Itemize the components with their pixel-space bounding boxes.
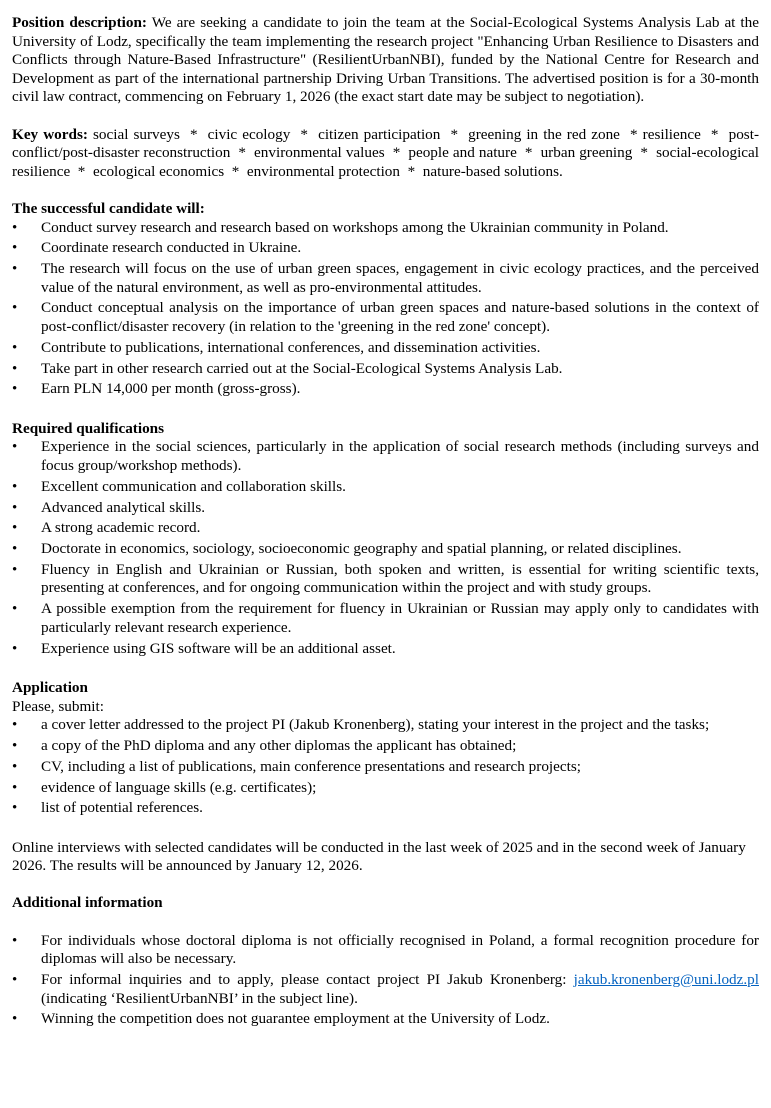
list-item — [12, 438, 759, 475]
additional-heading: Additional information — [12, 894, 163, 912]
bullet-icon: • — [12, 499, 18, 516]
list-item: • Winning the competition does not guarantee employment at the University of Lodz. — [12, 1010, 550, 1028]
bullet-icon: • — [12, 300, 18, 317]
list-item-text: list of potential references. — [41, 799, 203, 817]
bullet-icon: • — [12, 219, 18, 236]
bullet-icon: • — [12, 561, 18, 578]
list-item — [12, 716, 759, 735]
list-item — [12, 260, 759, 297]
bullet-icon: • — [12, 717, 18, 734]
bullet-icon: • — [12, 240, 18, 257]
list-item-text: Coordinate research conducted in Ukraine. — [41, 239, 302, 257]
list-item — [12, 239, 759, 258]
bullet-icon: • — [12, 1011, 18, 1028]
list-item-text: a copy of the PhD diploma and any other diplomas the applicant has obtained; — [41, 736, 517, 754]
list-item-text: Conduct survey research and research based on workshops among the Ukrainian community in Poland. — [41, 218, 669, 236]
list-item-text: Advanced analytical skills. — [41, 498, 206, 516]
list-item — [12, 600, 759, 637]
candidate-list — [12, 219, 759, 399]
list-item-text: Earn PLN 14,000 per month (gross-gross). — [41, 380, 301, 398]
additional-list — [12, 932, 759, 1029]
list-item — [12, 540, 759, 559]
bullet-icon: • — [12, 261, 18, 278]
list-item — [12, 478, 759, 497]
list-item-text: Doctorate in economics, sociology, socioeconomic geography and spatial planning, or related disciplines. — [41, 540, 682, 558]
bullet-icon: • — [12, 972, 18, 989]
bullet-icon: • — [12, 360, 18, 377]
list-item-text: The research will focus on the use of urban green spaces, engagement in civic ecology practices, and the perceived value of the natural environment, as well as pro-environmental attitudes. — [41, 260, 759, 296]
list-item — [12, 561, 759, 598]
list-item — [12, 640, 759, 659]
list-item-text: Experience in the social sciences, particularly in the application of social research methods (including surveys and focus group/workshop methods). — [41, 438, 759, 474]
list-item-text: A strong academic record. — [41, 519, 201, 537]
bullet-icon: • — [12, 779, 18, 796]
list-item — [12, 219, 759, 238]
list-item — [12, 339, 759, 358]
bullet-icon: • — [12, 737, 18, 754]
list-item — [12, 779, 759, 798]
list-item — [12, 758, 759, 777]
key-words-text: social surveys * civic ecology * citizen participation * greening in the red zone * resilience * post-conflict/post-disaster reconstruction * environmental values * people and nature * urban greening * social-ecological resilience * ecological economics * environmental protection * nature-based solutions. — [12, 125, 763, 180]
bullet-icon: • — [12, 932, 18, 949]
list-item — [12, 799, 759, 818]
bullet-icon: • — [12, 381, 18, 398]
key-words — [12, 125, 763, 182]
application-heading: Application — [12, 679, 88, 696]
list-item-text: CV, including a list of publications, main conference presentations and research projects; — [41, 757, 581, 775]
list-item-text: Fluency in English and Ukrainian or Russian, both spoken and written, is essential for writing scientific texts, presenting at conferences, and for ongoing communication within the project and with study groups. — [41, 560, 759, 597]
bullet-icon: • — [12, 339, 18, 356]
list-item-text: Excellent communication and collaboration skills. — [41, 477, 346, 495]
interviews-text: Online interviews with selected candidates will be conducted in the last week of 2025 and in the second week of January 2026. The results will be announced by January 12, 2026. — [12, 838, 746, 875]
bullet-icon: • — [12, 640, 18, 657]
bullet-icon: • — [12, 758, 18, 775]
bullet-icon: • — [12, 439, 18, 456]
application-intro: Please, submit: — [12, 697, 104, 715]
position-label: Position description: — [12, 14, 147, 31]
list-item-text: Take part in other research carried out at the Social-Ecological Systems Analysis Lab. — [41, 359, 563, 377]
bullet-icon: • — [12, 601, 18, 618]
list-item-text: evidence of language skills (e.g. certificates); — [41, 778, 317, 796]
list-item-text: Contribute to publications, international conferences, and dissemination activities. — [41, 338, 541, 356]
bullet-icon: • — [12, 520, 18, 537]
position-text: We are seeking a candidate to join the team at the Social-Ecological Systems Analysis Lab at the University of Lodz, specifically the team implementing the research project "Enhancing Urban Resilience to Disasters and Conflicts through Nature-Based Infrastructure" (ResilientUrbanNBI), funded by the National Centre for Research and Development as part of the international partnership Driving Urban Transitions. The advertised position is for a 30-month civil law contract, commencing on February 1, 2026 (the exact start date may be subject to negotiation). — [12, 14, 759, 106]
list-item — [12, 737, 759, 756]
list-item-text: Conduct conceptual analysis on the importance of urban green spaces and nature-based solutions in the context of post-conflict/disaster recovery (in relation to the 'greening in the red zone' concept). — [41, 299, 759, 336]
candidate-heading: The successful candidate will: — [12, 199, 205, 217]
list-item: • For individuals whose doctoral diploma is not officially recognised in Poland, a formal recognition procedure for diplomas will also be necessary. — [12, 931, 759, 968]
bullet-icon: • — [12, 478, 18, 495]
application-list — [12, 716, 759, 818]
qualifications-heading: Required qualifications — [12, 419, 165, 437]
bullet-icon: • — [12, 800, 18, 817]
key-words-label: Key words: — [12, 125, 88, 143]
list-item: • For informal inquiries and to apply, please contact project PI Jakub Kronenberg: jakub.kronenberg@uni.lodz.pl (indicating ‘ResilientUrbanNBI’ in the subject line). — [12, 971, 759, 1007]
list-item — [12, 299, 759, 336]
position-description — [12, 14, 759, 107]
list-item-text: Experience using GIS software will be an additional asset. — [41, 639, 396, 657]
list-item — [12, 519, 759, 538]
list-item-text: a cover letter addressed to the project PI (Jakub Kronenberg), stating your interest in the project and the tasks; — [41, 716, 710, 734]
list-item — [12, 360, 759, 379]
qualifications-list — [12, 438, 759, 658]
list-item-text: A possible exemption from the requirement for fluency in Ukrainian or Russian may apply only to candidates with particularly relevant research experience. — [41, 600, 759, 636]
list-item — [12, 380, 759, 399]
list-item — [12, 499, 759, 518]
bullet-icon: • — [12, 541, 18, 558]
contact-email-link[interactable]: jakub.kronenberg@uni.lodz.pl — [573, 971, 759, 989]
